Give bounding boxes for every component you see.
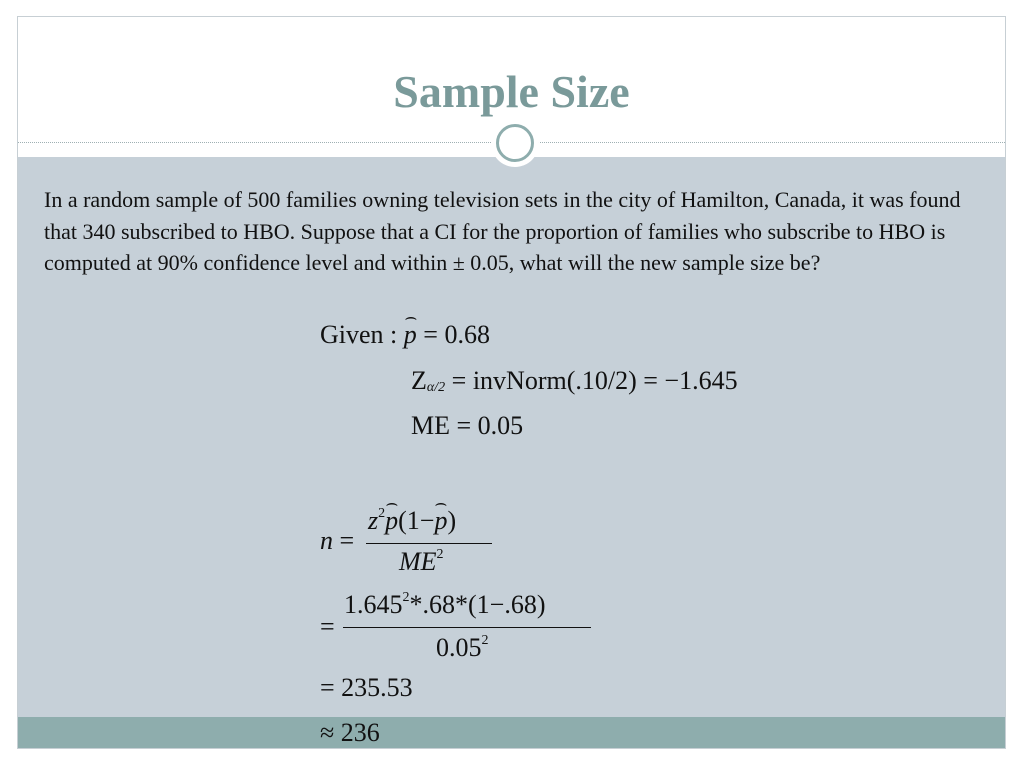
substitution-denominator <box>436 633 489 663</box>
square-exponent: 2 <box>402 590 410 605</box>
equals-sign: = <box>423 320 438 349</box>
square-exponent: 2 <box>378 506 386 521</box>
equals-sign: = <box>456 411 472 440</box>
fraction-bar <box>343 627 591 628</box>
equals-sign: = <box>339 526 355 555</box>
z-value: −1.645 <box>664 366 738 395</box>
me-value: 0.05 <box>477 411 524 440</box>
me-var: ME <box>399 547 437 576</box>
exact-result-line <box>320 673 413 703</box>
divider-ornament <box>491 119 539 167</box>
equals-sign: = <box>451 366 467 395</box>
z-var: z <box>368 506 379 535</box>
footer-bar <box>18 717 1005 749</box>
equals-sign: = <box>643 366 658 395</box>
ring-icon <box>496 124 534 162</box>
given-line <box>320 320 490 350</box>
me-line <box>411 411 523 441</box>
formula-denominator <box>399 547 444 577</box>
formula-part: ) <box>447 506 457 535</box>
equals-sign: = <box>320 612 335 641</box>
p-hat-value: 0.68 <box>444 320 490 349</box>
n-symbol: n <box>320 526 333 555</box>
square-exponent: 2 <box>481 633 489 648</box>
alpha-subscript: α/2 <box>426 380 446 395</box>
equals-sign: = <box>320 673 335 702</box>
p-hat: ⌢ p <box>404 320 417 350</box>
exact-result: 235.53 <box>341 673 413 702</box>
formula-part: (1− <box>398 506 435 535</box>
fraction-bar <box>366 543 492 544</box>
me-label: ME <box>411 411 450 440</box>
p-hat: ⌢ p <box>385 506 398 536</box>
z-symbol: Z <box>411 366 427 395</box>
rounded-result: 236 <box>340 718 380 747</box>
problem-text: In a random sample of 500 families owning television sets in the city of Hamilton, Canada, it was found that 340 subscribed to HBO. Suppose that a CI for the proportion of families who subscribe to HBO is computed at 90% confidence level and within ± 0.05, what will the new sample size be? <box>44 187 961 275</box>
substitution-rest: *.68*(1−.68) <box>409 590 546 619</box>
approx-sign: ≈ <box>320 718 335 747</box>
square-exponent: 2 <box>436 547 444 562</box>
z-line <box>411 366 738 396</box>
p-hat: ⌢ p <box>434 506 447 536</box>
rounded-result-line <box>320 718 380 748</box>
formula-numerator <box>368 506 456 536</box>
invnorm-expression: invNorm(.10/2) <box>472 366 637 395</box>
substitution-lhs <box>320 612 335 642</box>
me-number: 0.05 <box>436 633 482 662</box>
z-value-number: 1.645 <box>344 590 403 619</box>
given-label: Given : <box>320 320 398 349</box>
n-lhs <box>320 526 354 556</box>
slide-title: Sample Size <box>393 66 630 117</box>
substitution-numerator <box>344 590 545 620</box>
